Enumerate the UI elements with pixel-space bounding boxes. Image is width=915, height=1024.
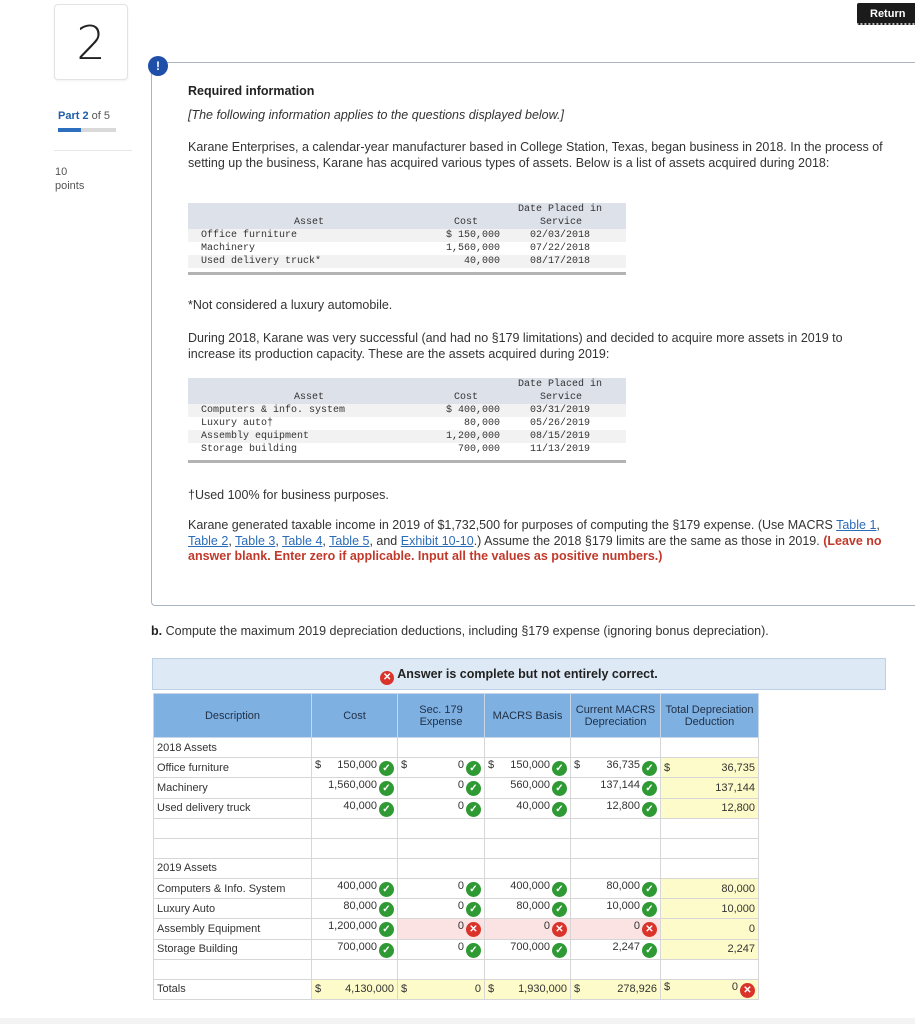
total-input[interactable]: $ 36,735: [661, 758, 759, 778]
macrs-input[interactable]: 10,000 ✓: [571, 899, 661, 919]
assets-2019-table: [188, 378, 626, 463]
sec179-input[interactable]: 0 ✓: [398, 899, 485, 919]
check-icon: ✓: [642, 943, 657, 958]
required-info-title: Required information: [188, 84, 315, 98]
check-icon: ✓: [642, 882, 657, 897]
macrs-table-2-link[interactable]: Table 2: [188, 533, 229, 548]
check-icon: ✓: [642, 802, 657, 817]
check-icon: ✓: [642, 781, 657, 796]
intro-paragraph: Karane Enterprises, a calendar-year manufacturer based in College Station, Texas, began business in 2018. In the process of setting up the business, Karane has acquired various types of assets. Below is a list of assets acquired during 2018:: [188, 140, 883, 170]
macrs-input[interactable]: 137,144 ✓: [571, 778, 661, 798]
answer-status-text: Answer is complete but not entirely correct.: [397, 667, 658, 681]
total-input[interactable]: 2,247: [661, 939, 759, 959]
table-row: Office furniture $ 150,000 02/03/2018: [188, 229, 626, 242]
question-b-label: b.: [151, 624, 163, 638]
col-date-2: Service: [540, 217, 583, 228]
total-input[interactable]: 0: [661, 919, 759, 939]
header-description: Description: [154, 694, 312, 738]
header-current-macrs: Current MACRS Depreciation: [571, 694, 661, 738]
totals-row: Totals $ 4,130,000 $ 0 $ 1,930,000 $ 278,926 $ 0 ✕: [154, 979, 759, 999]
sec179-input[interactable]: 0 ✓: [398, 939, 485, 959]
cost-input[interactable]: 40,000 ✓: [312, 798, 398, 818]
spacer-row: [154, 818, 759, 838]
basis-input[interactable]: 400,000 ✓: [485, 878, 571, 898]
table-row: Computers & info. system $ 400,000 03/31/2019: [188, 404, 626, 417]
macrs-input[interactable]: 12,800 ✓: [571, 798, 661, 818]
table-row: Assembly Equipment 1,200,000 ✓ 0 ✕ 0 ✕ 0 ✕ 0: [154, 919, 759, 939]
basis-input[interactable]: 560,000 ✓: [485, 778, 571, 798]
cost-input[interactable]: 1,200,000 ✓: [312, 919, 398, 939]
table-row: Machinery 1,560,000 07/22/2018: [201, 243, 591, 254]
check-icon: ✓: [379, 761, 394, 776]
part-label: Part 2: [58, 110, 89, 122]
check-icon: ✓: [379, 943, 394, 958]
check-icon: ✓: [379, 802, 394, 817]
paragraph-2019: During 2018, Karane was very successful (and had no §179 limitations) and decided to acquire more assets in 2019 to increase its production capacity. These are the assets acquired during 2019:: [188, 331, 843, 361]
part-progress-fill: [58, 128, 81, 132]
total-macrs-input[interactable]: $ 278,926: [571, 979, 661, 999]
incorrect-icon: ✕: [740, 983, 755, 998]
macrs-table-1-link[interactable]: Table 1: [836, 518, 877, 532]
part-progress-bar: [58, 128, 116, 132]
header-cost: Cost: [312, 694, 398, 738]
macrs-input[interactable]: 80,000 ✓: [571, 878, 661, 898]
check-icon: ✓: [379, 902, 394, 917]
table-row: Office furniture $ 150,000 ✓ $ 0 ✓ $ 150,000 ✓ $ 36,735 ✓ $ 36,735: [154, 758, 759, 778]
table-row: Luxury Auto 80,000 ✓ 0 ✓ 80,000 ✓ 10,000 ✓ 10,000: [154, 899, 759, 919]
sec179-input[interactable]: 0 ✓: [398, 878, 485, 898]
total-sec179-input[interactable]: $ 0: [398, 979, 485, 999]
assets-2019-header: [188, 378, 626, 404]
check-icon: ✓: [552, 781, 567, 796]
col-cost: Cost: [454, 217, 479, 228]
sec179-input[interactable]: 0 ✓: [398, 778, 485, 798]
header-total-depreciation: Total Depreciation Deduction: [661, 694, 759, 738]
question-b: [151, 624, 769, 638]
table-row: Storage building 700,000 11/13/2019: [201, 444, 591, 455]
total-input[interactable]: 80,000: [661, 878, 759, 898]
macrs-table-3-link[interactable]: Table 3: [235, 533, 276, 548]
check-icon: ✓: [642, 761, 657, 776]
table-rule: [188, 272, 626, 275]
col-cost: Cost: [454, 392, 479, 403]
instructions-paragraph: Karane generated taxable income in 2019 of $1,732,500 for purposes of computing the §179 expense. (Use MACRS Table 1, Table 2, Table 3, Table 4, Table 5, and Exhibit 10-10.) Assume the 2018 §179 limits are the same as those in 2019. (Leave no answer blank. Enter zero if applicable. Input all the values as positive numbers.): [188, 518, 882, 563]
rail-divider: [54, 150, 132, 151]
check-icon: ✓: [552, 802, 567, 817]
question-b-text: Compute the maximum 2019 depreciation deductions, including §179 expense (ignoring bonus depreciation).: [165, 624, 769, 638]
table-row: Luxury auto† 80,000 05/26/2019: [201, 418, 591, 429]
table-row: Assembly equipment 1,200,000 08/15/2019: [188, 430, 626, 443]
cost-input[interactable]: 1,560,000 ✓: [312, 778, 398, 798]
check-icon: ✓: [466, 781, 481, 796]
table-row: Computers & Info. System 400,000 ✓ 0 ✓ 400,000 ✓ 80,000 ✓ 80,000: [154, 878, 759, 898]
check-icon: ✓: [552, 761, 567, 776]
section-row: 2019 Assets: [154, 858, 759, 878]
check-icon: ✓: [466, 761, 481, 776]
table-rule: [188, 460, 626, 463]
check-icon: ✓: [466, 882, 481, 897]
total-basis-input[interactable]: $ 1,930,000: [485, 979, 571, 999]
incorrect-icon: ✕: [380, 671, 394, 685]
header-macrs-basis: MACRS Basis: [485, 694, 571, 738]
header-sec179: Sec. 179 Expense: [398, 694, 485, 738]
check-icon: ✓: [379, 922, 394, 937]
question-number-card: [54, 4, 128, 80]
sec179-input[interactable]: 0 ✕: [398, 919, 485, 939]
table-row: Storage Building 700,000 ✓ 0 ✓ 700,000 ✓ 2,247 ✓ 2,247: [154, 939, 759, 959]
macrs-table-4-link[interactable]: Table 4: [282, 533, 323, 548]
total-input[interactable]: 10,000: [661, 899, 759, 919]
total-input[interactable]: 12,800: [661, 798, 759, 818]
points-label: points: [55, 180, 85, 192]
alert-icon: !: [148, 56, 168, 76]
answer-table-header: [154, 694, 759, 738]
sec179-input[interactable]: $ 0 ✓: [398, 758, 485, 778]
incorrect-icon: ✕: [642, 922, 657, 937]
page-footer-bar: [0, 1018, 915, 1024]
check-icon: ✓: [552, 902, 567, 917]
part-indicator: [58, 110, 110, 122]
points-value: 10: [55, 166, 68, 178]
col-date-1: Date Placed in: [518, 379, 603, 390]
exhibit-10-10-link[interactable]: Exhibit 10-10: [400, 533, 474, 548]
check-icon: ✓: [466, 802, 481, 817]
table-row: Machinery 1,560,000 ✓ 0 ✓ 560,000 ✓ 137,144 ✓ 137,144: [154, 778, 759, 798]
grand-total-input[interactable]: $ 0 ✕: [661, 979, 759, 999]
macrs-input[interactable]: 2,247 ✓: [571, 939, 661, 959]
col-date-2: Service: [540, 392, 583, 403]
spacer-row: [154, 959, 759, 979]
check-icon: ✓: [466, 902, 481, 917]
check-icon: ✓: [379, 781, 394, 796]
check-icon: ✓: [552, 943, 567, 958]
col-asset: Asset: [294, 217, 325, 228]
spacer-row: [154, 838, 759, 858]
basis-input[interactable]: $ 150,000 ✓: [485, 758, 571, 778]
footnote-business-use: †Used 100% for business purposes.: [188, 488, 389, 502]
instructions-warning: (Leave no answer blank. Enter zero if applicable. Input all the values as positive numbers.): [188, 533, 882, 563]
check-icon: ✓: [466, 943, 481, 958]
incorrect-icon: ✕: [466, 922, 481, 937]
check-icon: ✓: [552, 882, 567, 897]
basis-input[interactable]: 700,000 ✓: [485, 939, 571, 959]
col-date-1: Date Placed in: [518, 204, 603, 215]
assets-2018-header: [188, 203, 626, 229]
total-input[interactable]: 137,144: [661, 778, 759, 798]
return-button[interactable]: Return: [857, 3, 915, 25]
assets-2018-table: [188, 203, 626, 275]
macrs-input[interactable]: $ 36,735 ✓: [571, 758, 661, 778]
col-asset: Asset: [294, 392, 325, 403]
check-icon: ✓: [642, 902, 657, 917]
basis-input[interactable]: 40,000 ✓: [485, 798, 571, 818]
macrs-input[interactable]: 0 ✕: [571, 919, 661, 939]
check-icon: ✓: [379, 882, 394, 897]
cost-input[interactable]: 400,000 ✓: [312, 878, 398, 898]
cost-input[interactable]: $ 150,000 ✓: [312, 758, 398, 778]
section-row: 2018 Assets: [154, 738, 759, 758]
table-row: Used delivery truck 40,000 ✓ 0 ✓ 40,000 ✓ 12,800 ✓ 12,800: [154, 798, 759, 818]
footnote-luxury: *Not considered a luxury automobile.: [188, 298, 393, 312]
answer-status-banner: [152, 658, 886, 690]
cost-input[interactable]: 80,000 ✓: [312, 899, 398, 919]
part-of: of 5: [91, 110, 110, 122]
table-row: Used delivery truck* 40,000 08/17/2018: [188, 255, 626, 268]
info-note: [The following information applies to the questions displayed below.]: [188, 108, 564, 122]
macrs-table-5-link[interactable]: Table 5: [329, 533, 370, 548]
incorrect-icon: ✕: [552, 922, 567, 937]
cost-input[interactable]: 700,000 ✓: [312, 939, 398, 959]
basis-input[interactable]: 80,000 ✓: [485, 899, 571, 919]
sec179-input[interactable]: 0 ✓: [398, 798, 485, 818]
question-number: 2: [76, 16, 106, 70]
total-cost-input[interactable]: $ 4,130,000: [312, 979, 398, 999]
answer-table: [153, 693, 759, 1000]
basis-input[interactable]: 0 ✕: [485, 919, 571, 939]
points-display: [55, 165, 84, 193]
